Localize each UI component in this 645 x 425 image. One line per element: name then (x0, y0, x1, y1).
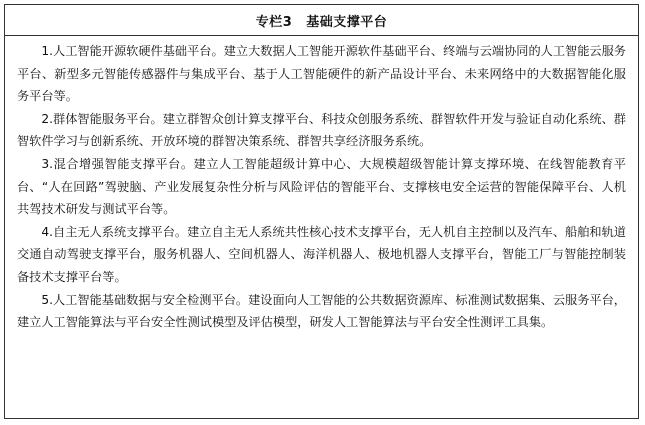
paragraph-1: 1.人工智能开源软硬件基础平台。建立大数据人工智能开源软件基础平台、终端与云端协同的人工智能云服务平台、新型多元智能传感器件与集成平台、基于人工智能硬件的新产品设计平台、未来网络中的大数据智能化服务平台等。 (17, 44, 626, 104)
box-label: 专栏3 (255, 14, 293, 30)
box-content (5, 36, 638, 334)
box-title-row (5, 5, 638, 36)
paragraph-4: 4.自主无人系统支撑平台。建立自主无人系统共性核心技术支撑平台，无人机自主控制以及汽车、船舶和轨道交通自动驾驶支撑平台，服务机器人、空间机器人、海洋机器人、极地机器人支撑平台，智能工厂与智能控制装备技术支撑平台等。 (17, 224, 626, 284)
paragraph-5: 5.人工智能基础数据与安全检测平台。建设面向人工智能的公共数据资源库、标准测试数据集、云服务平台，建立人工智能算法与平台安全性测试模型及评估模型，研发人工智能算法与平台安全性测评工具集。 (17, 292, 626, 330)
paragraph-2: 2.群体智能服务平台。建立群智众创计算支撑平台、科技众创服务系统、群智软件开发与验证自动化系统、群智软件学习与创新系统、开放环境的群智决策系统、群智共享经济服务系统。 (17, 111, 626, 149)
sidebar-box (4, 4, 639, 419)
box-title: 基础支撑平台 (306, 14, 388, 30)
paragraph-3: 3.混合增强智能支撑平台。建立人工智能超级计算中心、大规模超级智能计算支撑环境、在线智能教育平台、“人在回路”驾驶脑、产业发展复杂性分析与风险评估的智能平台、支撑核电安全运营的智能保障平台、人机共驾技术研发与测试平台等。 (17, 156, 626, 217)
